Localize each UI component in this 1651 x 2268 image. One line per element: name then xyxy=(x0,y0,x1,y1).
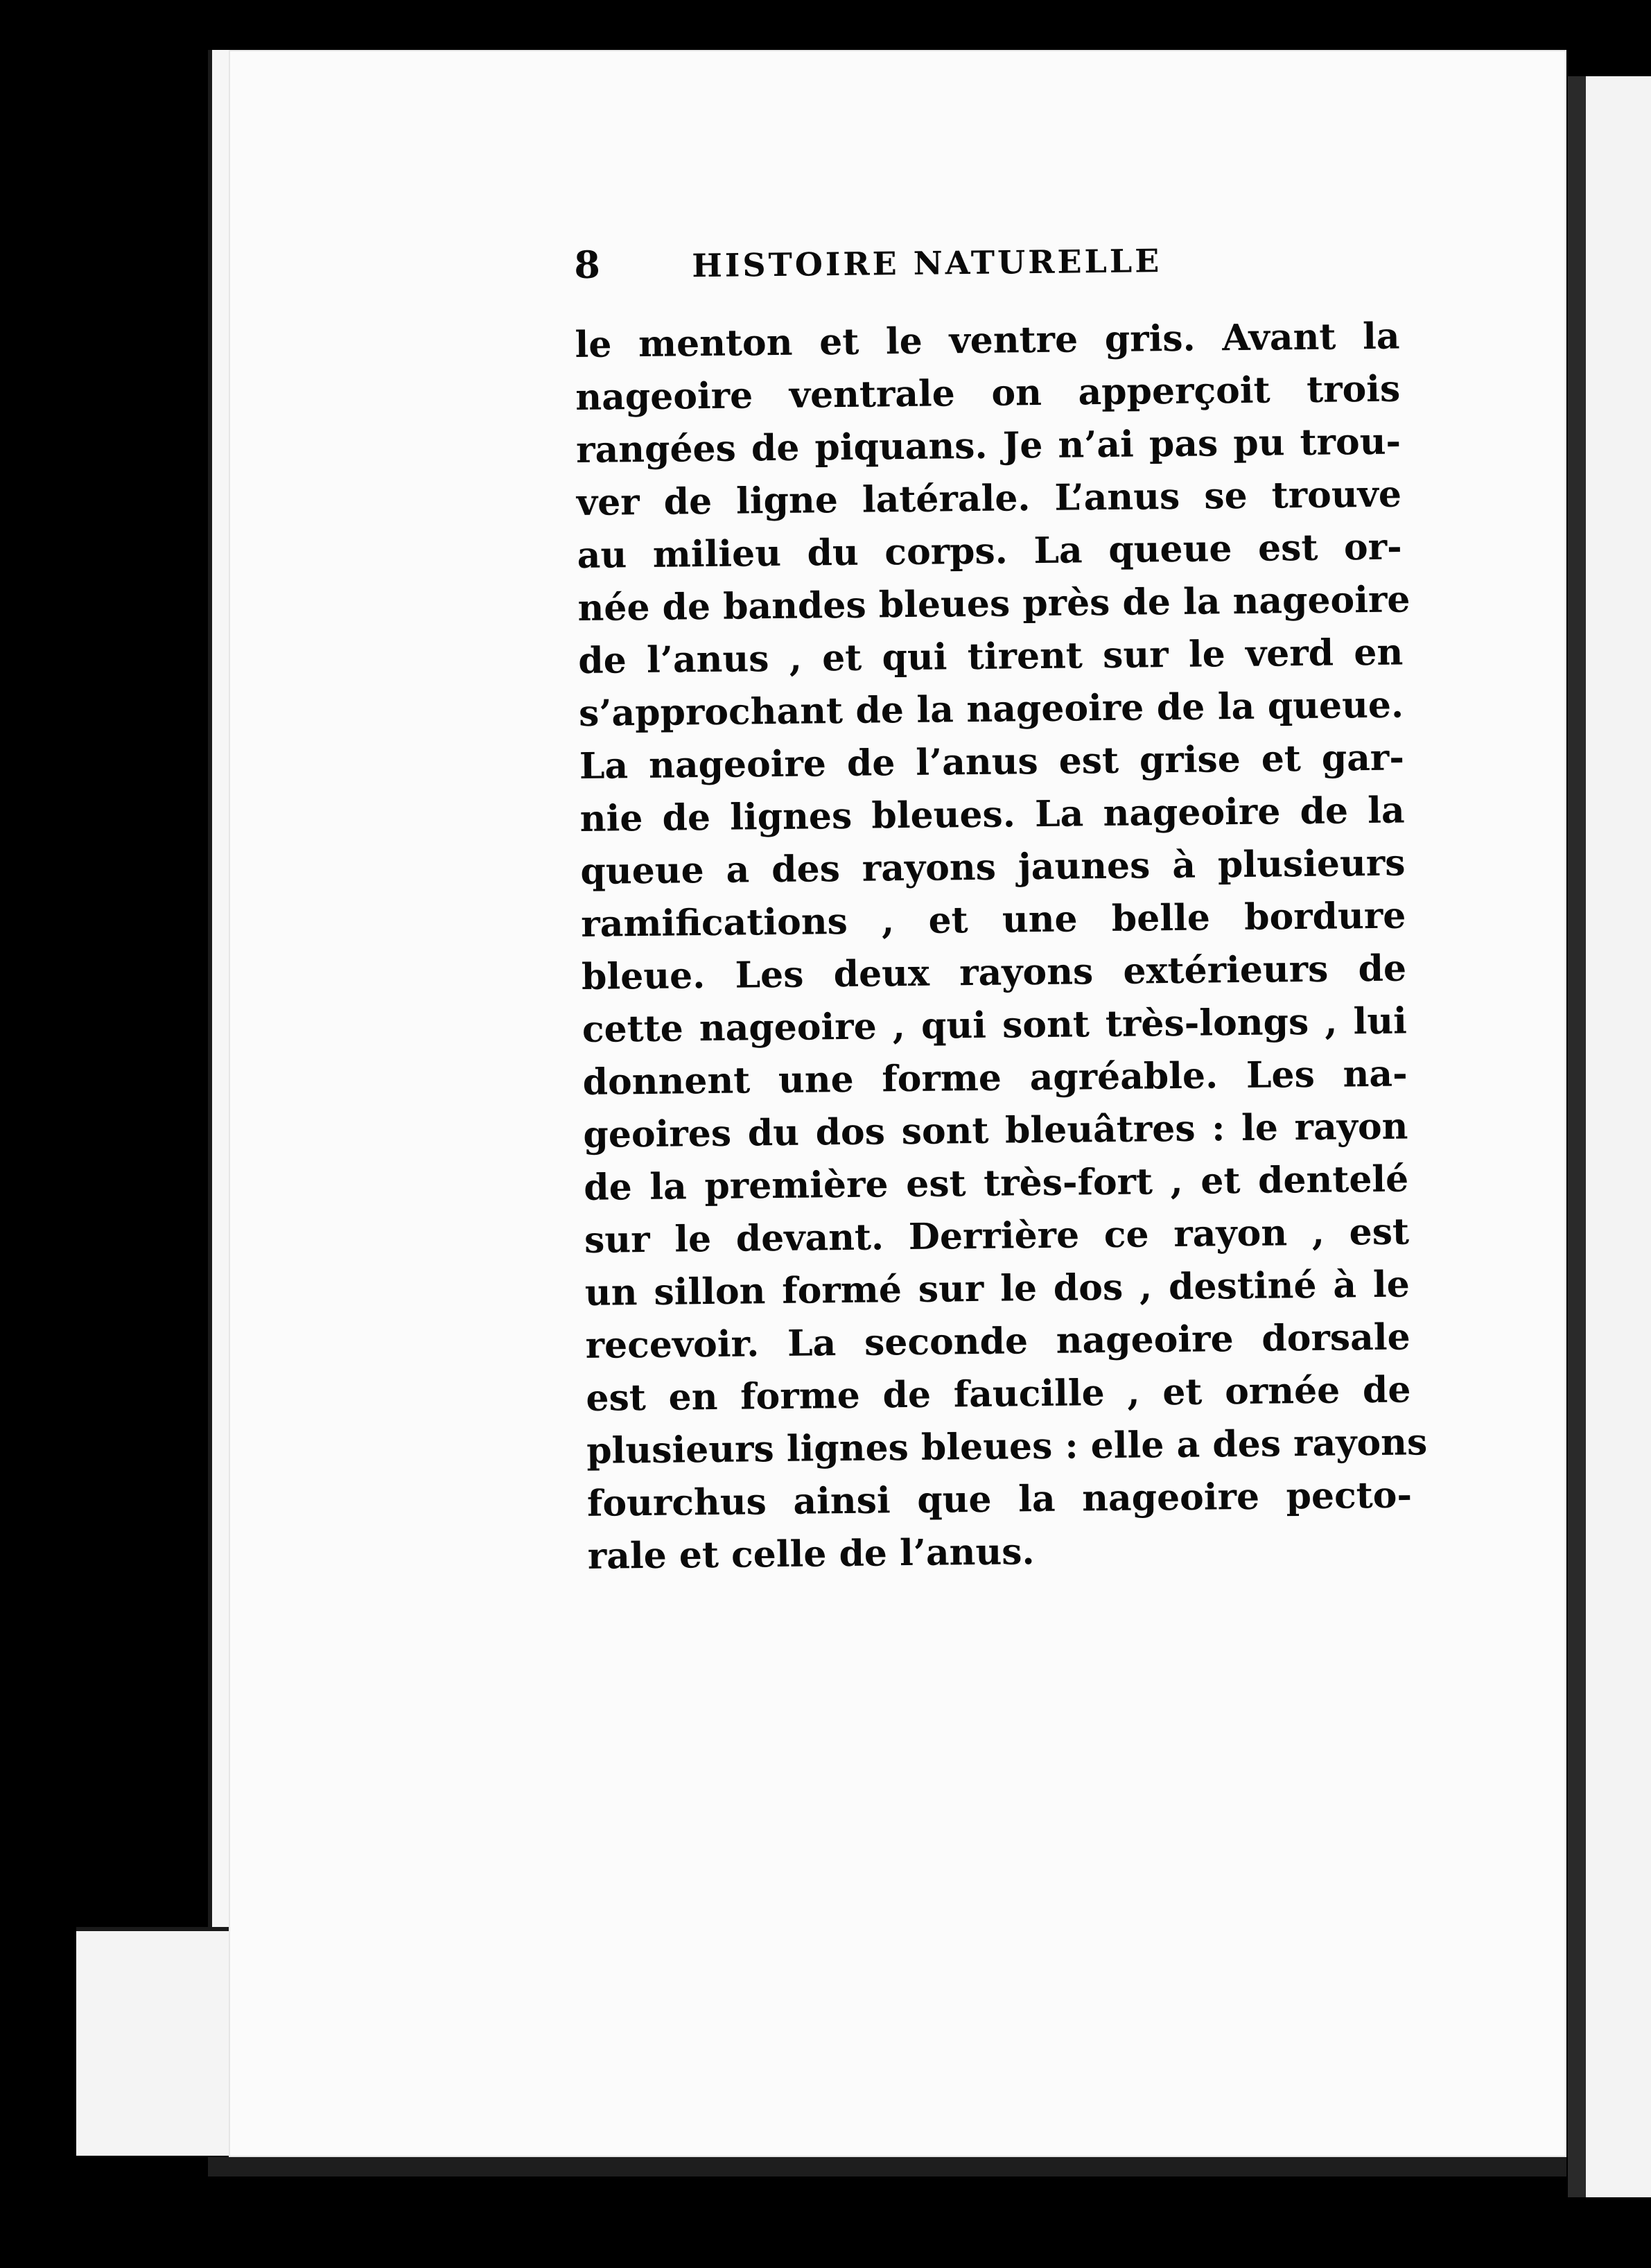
text-line: le menton et le ventre gris. Avant la xyxy=(575,315,1400,366)
text-line: cette nageoire , qui sont très-longs , lui xyxy=(582,1000,1408,1051)
page-number: 8 xyxy=(574,242,601,287)
text-line: de l’anus , et qui tirent sur le verd en xyxy=(578,631,1404,682)
text-line: fourchus ainsi que la nageoire pecto- xyxy=(586,1474,1413,1525)
text-line: est en forme de faucille , et ornée de xyxy=(586,1368,1411,1420)
body-paragraph xyxy=(575,311,1428,1583)
text-line: ver de ligne latérale. L’anus se trouve xyxy=(576,473,1402,524)
page-bottom-shadow xyxy=(208,2157,1566,2177)
text-line: recevoir. La seconde nageoire dorsale xyxy=(585,1316,1410,1367)
page-text xyxy=(574,234,1428,1583)
text-line: s’approchant de la nageoire de la queue. xyxy=(578,683,1404,735)
running-head xyxy=(574,234,1399,319)
text-line: ramifications , et une belle bordure xyxy=(580,894,1406,945)
running-title: HISTOIRE NATURELLE xyxy=(692,242,1162,285)
text-line: queue a des rayons jaunes à plusieurs xyxy=(580,841,1406,893)
text-line: La nageoire de l’anus est grise et gar- xyxy=(579,736,1405,787)
text-line: née de bandes bleues près de la nageoire xyxy=(577,578,1410,629)
facing-page-edge xyxy=(1568,76,1651,2197)
text-line: donnent une forme agréable. Les na- xyxy=(582,1052,1408,1104)
text-line: un sillon formé sur le dos , destiné à le xyxy=(584,1263,1410,1314)
text-line: rangées de piquans. Je n’ai pas pu trou- xyxy=(575,420,1401,471)
text-line: de la première est très-fort , et dentelé xyxy=(583,1158,1409,1209)
text-line: plusieurs lignes bleues : elle a des rayons xyxy=(586,1421,1428,1472)
text-line: nie de lignes bleues. La nageoire de la xyxy=(579,789,1405,840)
text-line: au milieu du corps. La queue est or- xyxy=(577,525,1402,577)
text-line: geoires du dos sont bleuâtres : le rayon xyxy=(583,1105,1408,1156)
text-line: bleue. Les deux rayons extérieurs de xyxy=(581,947,1407,998)
text-line: sur le devant. Derrière ce rayon , est xyxy=(584,1210,1410,1262)
text-line: rale et celle de l’anus. xyxy=(587,1530,1035,1578)
text-line: nageoire ventrale on apperçoit trois xyxy=(575,367,1401,419)
